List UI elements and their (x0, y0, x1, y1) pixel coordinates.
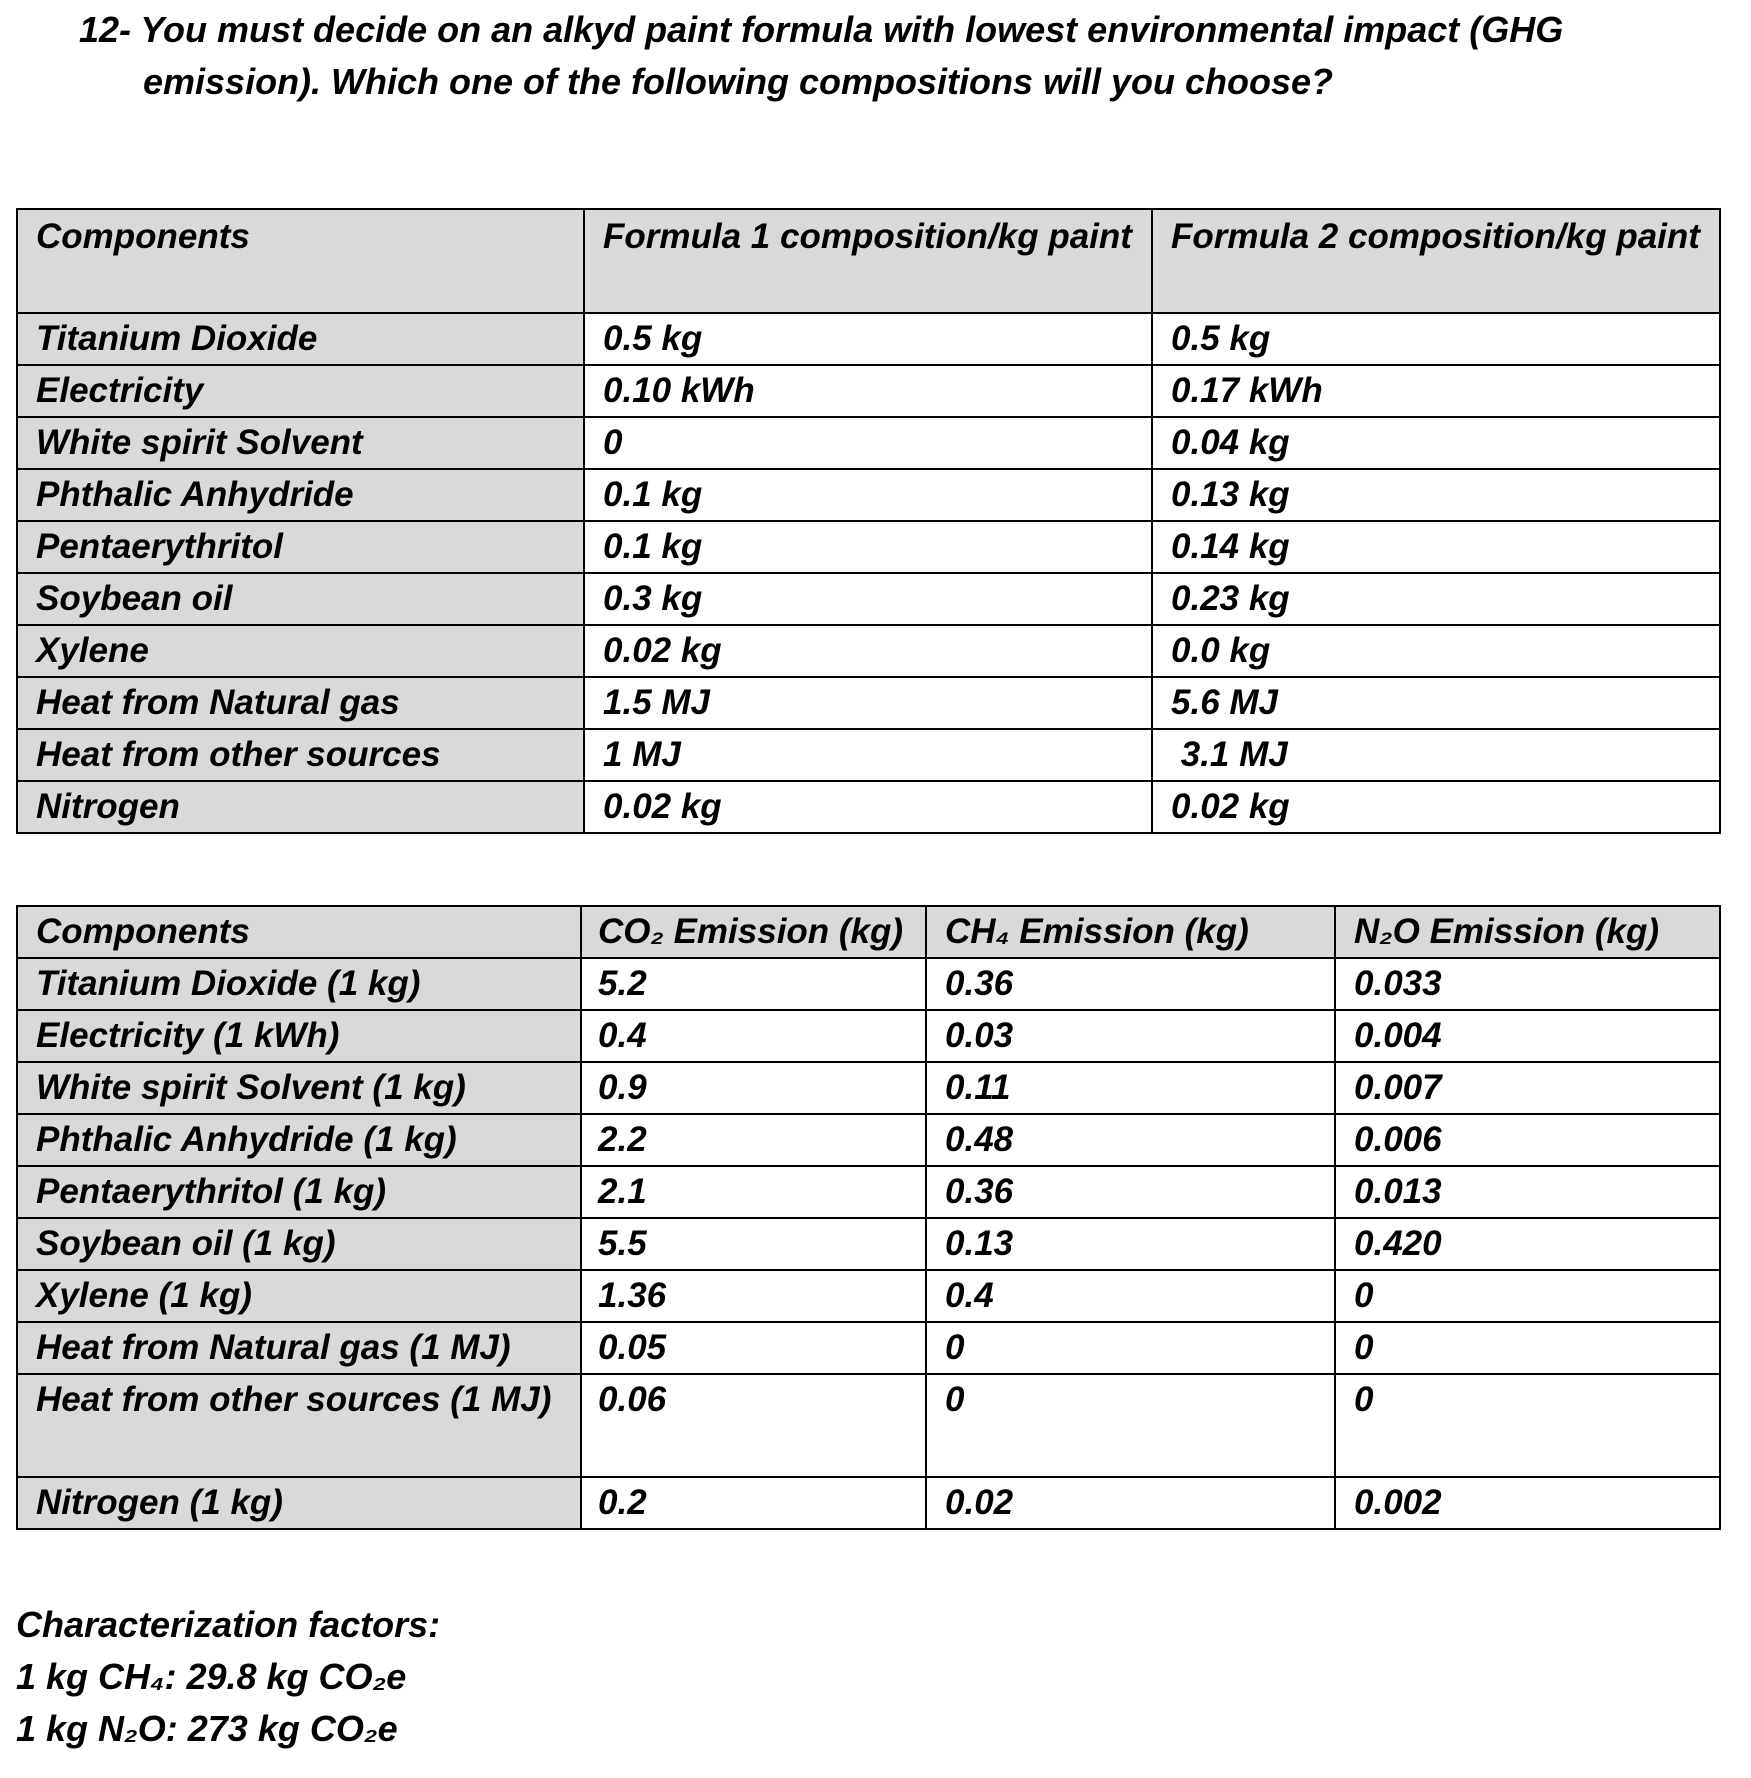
ch4-cell: 0 (926, 1322, 1335, 1374)
co2-cell: 0.2 (581, 1477, 926, 1529)
ch4-cell: 0.48 (926, 1114, 1335, 1166)
table-row (17, 1270, 1720, 1322)
formula-2-cell: 0.02 kg (1152, 781, 1720, 833)
table-row (17, 1010, 1720, 1062)
n2o-cell: 0.007 (1335, 1062, 1720, 1114)
component-cell: Pentaerythritol (17, 521, 584, 573)
ch4-factor: 1 kg CH₄: 29.8 kg CO₂e (16, 1656, 407, 1697)
component-cell: Phthalic Anhydride (1 kg) (17, 1114, 581, 1166)
component-cell: Heat from other sources (17, 729, 584, 781)
ch4-cell: 0 (926, 1374, 1335, 1477)
component-cell: Soybean oil (17, 573, 584, 625)
formula-1-cell: 0.02 kg (584, 781, 1152, 833)
n2o-cell: 0.006 (1335, 1114, 1720, 1166)
formula-2-cell: 3.1 MJ (1152, 729, 1720, 781)
formula-1-cell: 1 MJ (584, 729, 1152, 781)
header-formula-1: Formula 1 composition/kg paint (584, 209, 1152, 313)
component-cell: Titanium Dioxide (1 kg) (17, 958, 581, 1010)
co2-cell: 0.9 (581, 1062, 926, 1114)
formula-1-cell: 0.02 kg (584, 625, 1152, 677)
formula-2-cell: 5.6 MJ (1152, 677, 1720, 729)
table-row (17, 573, 1720, 625)
co2-cell: 5.5 (581, 1218, 926, 1270)
question-line-2: emission). Which one of the following compositions will you choose? (143, 61, 1334, 102)
header-n2o-emission: N₂O Emission (kg) (1335, 906, 1720, 958)
n2o-cell: 0.420 (1335, 1218, 1720, 1270)
co2-cell: 2.1 (581, 1166, 926, 1218)
component-cell: White spirit Solvent (17, 417, 584, 469)
component-cell: Electricity (17, 365, 584, 417)
component-cell: Soybean oil (1 kg) (17, 1218, 581, 1270)
table-row (17, 469, 1720, 521)
component-cell: White spirit Solvent (1 kg) (17, 1062, 581, 1114)
table-row (17, 417, 1720, 469)
formula-2-cell: 0.0 kg (1152, 625, 1720, 677)
characterization-title: Characterization factors: (16, 1604, 441, 1645)
formula-1-cell: 0.1 kg (584, 469, 1152, 521)
n2o-cell: 0.033 (1335, 958, 1720, 1010)
component-cell: Heat from other sources (1 MJ) (17, 1374, 581, 1477)
n2o-cell: 0.013 (1335, 1166, 1720, 1218)
table-row (17, 1114, 1720, 1166)
formula-1-cell: 0 (584, 417, 1152, 469)
ch4-cell: 0.11 (926, 1062, 1335, 1114)
formula-1-cell: 0.5 kg (584, 313, 1152, 365)
co2-cell: 0.05 (581, 1322, 926, 1374)
formula-2-cell: 0.14 kg (1152, 521, 1720, 573)
ch4-cell: 0.03 (926, 1010, 1335, 1062)
n2o-cell: 0 (1335, 1270, 1720, 1322)
table-row (17, 521, 1720, 573)
co2-cell: 2.2 (581, 1114, 926, 1166)
formula-2-cell: 0.04 kg (1152, 417, 1720, 469)
table-row (17, 781, 1720, 833)
header-formula-2: Formula 2 composition/kg paint (1152, 209, 1720, 313)
component-cell: Heat from Natural gas (17, 677, 584, 729)
component-cell: Nitrogen (1 kg) (17, 1477, 581, 1529)
component-cell: Phthalic Anhydride (17, 469, 584, 521)
n2o-cell: 0.004 (1335, 1010, 1720, 1062)
n2o-cell: 0 (1335, 1322, 1720, 1374)
co2-cell: 0.4 (581, 1010, 926, 1062)
ch4-cell: 0.36 (926, 1166, 1335, 1218)
formula-2-cell: 0.13 kg (1152, 469, 1720, 521)
table-row (17, 625, 1720, 677)
formula-1-cell: 0.1 kg (584, 521, 1152, 573)
table-row (17, 1062, 1720, 1114)
formula-1-cell: 0.10 kWh (584, 365, 1152, 417)
formula-1-cell: 0.3 kg (584, 573, 1152, 625)
n2o-cell: 0 (1335, 1374, 1720, 1477)
co2-cell: 1.36 (581, 1270, 926, 1322)
table-row (17, 677, 1720, 729)
formula-2-cell: 0.17 kWh (1152, 365, 1720, 417)
header-components: Components (17, 209, 584, 313)
table-row (17, 1322, 1720, 1374)
question-text (79, 4, 1679, 108)
characterization-factors (16, 1599, 440, 1755)
table-header-row (17, 209, 1720, 313)
table-row (17, 1166, 1720, 1218)
component-cell: Heat from Natural gas (1 MJ) (17, 1322, 581, 1374)
component-cell: Xylene (17, 625, 584, 677)
header-ch4-emission: CH₄ Emission (kg) (926, 906, 1335, 958)
component-cell: Nitrogen (17, 781, 584, 833)
component-cell: Titanium Dioxide (17, 313, 584, 365)
co2-cell: 5.2 (581, 958, 926, 1010)
ch4-cell: 0.4 (926, 1270, 1335, 1322)
table-row (17, 958, 1720, 1010)
table-row (17, 313, 1720, 365)
ch4-cell: 0.36 (926, 958, 1335, 1010)
formula-2-cell: 0.23 kg (1152, 573, 1720, 625)
emission-table (16, 905, 1721, 1530)
table-row (17, 1218, 1720, 1270)
n2o-cell: 0.002 (1335, 1477, 1720, 1529)
table-header-row (17, 906, 1720, 958)
ch4-cell: 0.13 (926, 1218, 1335, 1270)
composition-table (16, 208, 1721, 834)
component-cell: Xylene (1 kg) (17, 1270, 581, 1322)
formula-1-cell: 1.5 MJ (584, 677, 1152, 729)
table-row (17, 365, 1720, 417)
table-row (17, 1374, 1720, 1477)
question-line-1: 12- You must decide on an alkyd paint formula with lowest environmental impact (GHG (79, 9, 1564, 50)
table-row (17, 729, 1720, 781)
formula-2-cell: 0.5 kg (1152, 313, 1720, 365)
co2-cell: 0.06 (581, 1374, 926, 1477)
table-row (17, 1477, 1720, 1529)
n2o-factor: 1 kg N₂O: 273 kg CO₂e (16, 1708, 398, 1749)
header-components: Components (17, 906, 581, 958)
header-co2-emission: CO₂ Emission (kg) (581, 906, 926, 958)
component-cell: Pentaerythritol (1 kg) (17, 1166, 581, 1218)
ch4-cell: 0.02 (926, 1477, 1335, 1529)
component-cell: Electricity (1 kWh) (17, 1010, 581, 1062)
